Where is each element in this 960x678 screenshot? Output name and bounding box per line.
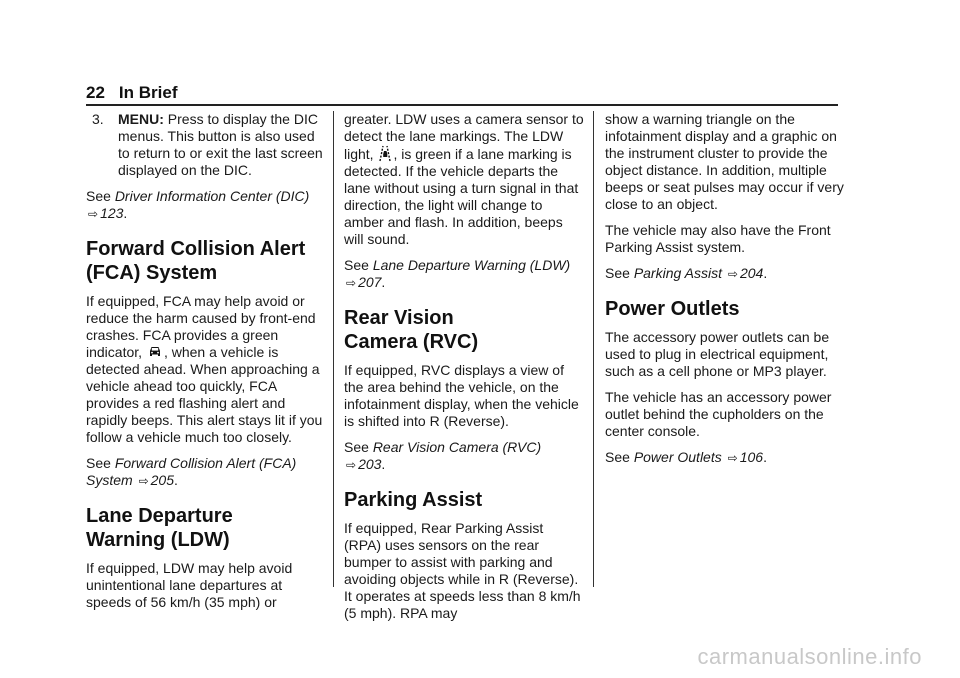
page-arrow-icon: ⇨ [727, 267, 738, 281]
lane-departure-icon [378, 145, 392, 162]
page-header [86, 83, 177, 103]
power-outlets-paragraph-1: The accessory power outlets can be used to plug in electrical equipment, such as a cell phone or MP3 player. [605, 329, 830, 379]
xref-rvc-page[interactable]: 203 [358, 456, 382, 472]
see-prefix: See [605, 265, 634, 281]
fca-text-before: If equipped, FCA may help avoid or reduce the harm caused by front-end crashes. FCA provides a green indicator, [86, 293, 316, 360]
parking-assist-paragraph: If equipped, Rear Parking Assist (RPA) uses sensors on the rear bumper to assist with parking and avoiding objects while in R (Reverse). It operates at speeds less than 8 km/h (5 mph). RPA may [344, 520, 581, 621]
heading-rvc-line2: Camera (RVC) [344, 331, 479, 353]
xref-power-page[interactable]: 106 [739, 449, 764, 465]
page-arrow-icon: ⇨ [88, 207, 99, 221]
column-3 [605, 111, 845, 476]
column-1 [86, 111, 326, 620]
item-number: 3. [92, 111, 104, 127]
heading-ldw [86, 504, 326, 552]
parking-assist-continued: show a warning triangle on the infotainment display and a graphic on the instrument cluster to provide the object distance. In addition, multiple beeps or seat pulses may occur if very close to an object. [605, 111, 844, 212]
heading-fca-line2: (FCA) System [86, 262, 218, 284]
item-term: MENU: [118, 111, 164, 127]
heading-power-outlets: Power Outlets [605, 298, 740, 320]
xref-rvc-link[interactable]: Rear Vision Camera (RVC) [372, 439, 542, 455]
ldw-continued-paragraph [344, 111, 584, 248]
section-title: In Brief [118, 83, 178, 102]
ldw-text-before: greater. LDW uses a camera sensor to detect the lane markings. The LDW light, [344, 111, 584, 162]
see-prefix: See [344, 439, 373, 455]
heading-rvc-line1: Rear Vision [344, 307, 454, 329]
see-reference-ldw: See Lane Departure Warning (LDW) ⇨ 207. [344, 257, 571, 290]
heading-parking-assist: Parking Assist [344, 489, 483, 511]
xref-dic-link[interactable]: Driver Information Center (DIC) [114, 188, 310, 204]
page-arrow-icon: ⇨ [727, 451, 738, 465]
item-description: Press to display the DIC menus. This button is also used to return to or exit the last screen displayed on the DIC. [118, 111, 323, 178]
xref-dic-page[interactable]: 123 [100, 205, 124, 221]
page-arrow-icon: ⇨ [346, 458, 357, 472]
see-reference-power: See Power Outlets ⇨ 106. [605, 449, 767, 465]
see-reference-dic: See Driver Information Center (DIC) ⇨ 123. [86, 188, 310, 221]
see-reference-parking: See Parking Assist ⇨ 204. [605, 265, 768, 281]
front-parking-assist-paragraph: The vehicle may also have the Front Parking Assist system. [605, 222, 831, 255]
page-number: 22 [86, 83, 105, 102]
heading-ldw-line1: Lane Departure [86, 505, 233, 527]
header-rule [86, 104, 838, 106]
heading-fca [86, 237, 326, 285]
ldw-text-after: , is green if a lane marking is detected. If the vehicle departs the lane without using a turn signal in that direction, the light will change to amber and flash. In addition, beeps will sound. [344, 146, 579, 247]
list-item-menu [86, 111, 326, 179]
see-prefix: See [86, 455, 115, 471]
column-divider-2 [593, 111, 594, 587]
see-reference-fca: See Forward Collision Alert (FCA) System ⇨ 205. [86, 455, 297, 488]
column-divider-1 [333, 111, 334, 587]
power-outlets-paragraph-2: The vehicle has an accessory power outlet behind the cupholders on the center console. [605, 389, 832, 439]
page-arrow-icon: ⇨ [138, 474, 149, 488]
see-prefix: See [86, 188, 115, 204]
xref-parking-link[interactable]: Parking Assist [633, 265, 722, 281]
page-arrow-icon: ⇨ [346, 276, 357, 290]
heading-ldw-line2: Warning (LDW) [86, 529, 230, 551]
ldw-paragraph: If equipped, LDW may help avoid unintentional lane departures at speeds of 56 km/h (35 mph) or [86, 560, 293, 610]
vehicle-ahead-icon [147, 344, 163, 360]
xref-fca-page[interactable]: 205 [150, 472, 174, 488]
column-2 [344, 111, 584, 631]
see-reference-rvc: See Rear Vision Camera (RVC) ⇨ 203. [344, 439, 542, 472]
item-text [118, 111, 326, 179]
heading-fca-line1: Forward Collision Alert [86, 238, 306, 260]
watermark: carmanualsonline.info [697, 644, 922, 669]
see-prefix: See [605, 449, 634, 465]
rvc-paragraph: If equipped, RVC displays a view of the area behind the vehicle, on the infotainment display, when the vehicle is shifted into R (Reverse). [344, 362, 579, 429]
xref-ldw-page[interactable]: 207 [358, 274, 382, 290]
fca-text-after: , when a vehicle is detected ahead. When approaching a vehicle ahead too quickly, FCA provides a red flashing alert and rapidly beeps. This alert stays lit if you follow a vehicle much too closely. [86, 344, 323, 445]
xref-fca-link[interactable]: Forward Collision Alert (FCA) System [86, 455, 297, 488]
see-prefix: See [344, 257, 373, 273]
xref-ldw-link[interactable]: Lane Departure Warning (LDW) [372, 257, 571, 273]
fca-paragraph [86, 293, 326, 446]
xref-power-link[interactable]: Power Outlets [633, 449, 722, 465]
heading-rvc [344, 306, 584, 354]
xref-parking-page[interactable]: 204 [739, 265, 764, 281]
